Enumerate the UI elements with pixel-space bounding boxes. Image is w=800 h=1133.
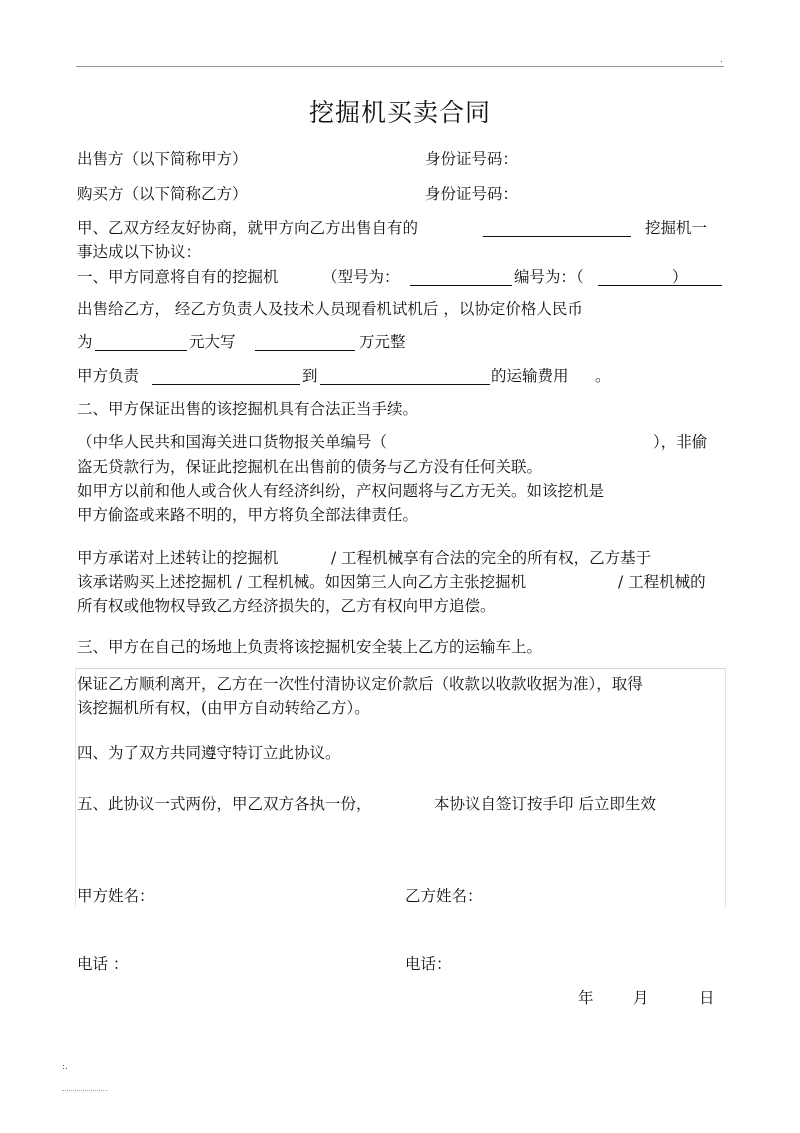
clause4: 四、为了双方共同遵守特订立此协议。 xyxy=(77,744,341,762)
clause3-heading: 三、甲方在自己的场地上负责将该挖掘机安全装上乙方的运输车上。 xyxy=(77,638,543,656)
footer-dotted-line xyxy=(62,1090,108,1091)
transport-to-label: 到 xyxy=(302,367,318,385)
model-blank[interactable] xyxy=(410,270,512,286)
clause1-serial-label: 编号为：（ xyxy=(514,268,584,286)
commitment-line1-a: 甲方承诺对上述转让的挖掘机 xyxy=(77,549,279,567)
commitment-line3: 所有权或他物权导致乙方经济损失的，乙方有权向甲方追偿。 xyxy=(77,597,496,615)
clause2-heading: 二、甲方保证出售的该挖掘机具有合法正当手续。 xyxy=(77,400,419,418)
date-month: 月 xyxy=(633,989,649,1007)
seller-label: 出售方（以下简称甲方） xyxy=(77,150,248,168)
buyer-label: 购买方（以下简称乙方） xyxy=(77,185,248,203)
party-b-name-label: 乙方姓名： xyxy=(405,887,483,905)
price-words-label: 元大写 xyxy=(189,333,236,351)
party-a-name-label: 甲方姓名： xyxy=(77,887,155,905)
party-a-phone-label: 电话 ： xyxy=(77,955,129,973)
transport-label: 甲方负责 xyxy=(77,367,140,385)
clause1-model-label: （型号为： xyxy=(322,268,400,286)
clause3-line2: 保证乙方顺利离开，乙方在一次性付清协议定价款后（收款以收款收据为准），取得 xyxy=(77,675,643,693)
clause2-line4: 如甲方以前和他人或合伙人有经济纠纷，产权问题将与乙方无关。如该挖机是 xyxy=(77,482,605,500)
commitment-line2-b: / 工程机械的 xyxy=(618,573,706,591)
clause1-line2: 出售给乙方， 经乙方负责人及技术人员现看机试机后 ，以协定价格人民币 xyxy=(77,300,583,318)
price-words-blank[interactable] xyxy=(255,335,355,351)
seller-id-label: 身份证号码： xyxy=(425,150,519,168)
price-label: 为 xyxy=(77,333,93,351)
customs-end: ），非偷 xyxy=(653,433,708,451)
transport-cost-label: 的运输费用 xyxy=(491,367,569,385)
clause2-line5: 甲方偷盗或来路不明的，甲方将负全部法律责任。 xyxy=(77,506,419,524)
clause1-close-paren: ） xyxy=(672,268,688,286)
clause2-line3: 盗无贷款行为，保证此挖掘机在出售前的债务与乙方没有任何关联。 xyxy=(77,458,543,476)
transport-to-blank[interactable] xyxy=(320,369,490,385)
commitment-line2-a: 该承诺购买上述挖掘机 / 工程机械。如因第三人向乙方主张挖掘机 xyxy=(77,573,527,591)
machine-blank[interactable] xyxy=(483,221,631,237)
intro-line2: 事达成以下协议： xyxy=(77,243,202,261)
serial-blank[interactable] xyxy=(598,270,722,286)
clause3-line3: 该挖掘机所有权，(由甲方自动转给乙方）。 xyxy=(77,699,370,717)
clause1-heading: 一、甲方同意将自有的挖掘机 xyxy=(77,268,279,286)
page-mark-top: . xyxy=(720,55,723,65)
party-b-phone-label: 电话： xyxy=(405,955,452,973)
price-unit: 万元整 xyxy=(359,333,406,351)
transport-from-blank[interactable] xyxy=(152,369,300,385)
page-mark-bottom: :. xyxy=(62,1062,68,1072)
clause5-a: 五、此协议一式两份，甲乙双方各执一份， xyxy=(77,795,372,813)
buyer-id-label: 身份证号码： xyxy=(425,185,519,203)
price-amount-blank[interactable] xyxy=(95,335,187,351)
transport-period: 。 xyxy=(595,367,611,385)
contract-title: 挖掘机买卖合同 xyxy=(308,98,491,127)
header-rule xyxy=(76,66,724,67)
date-year: 年 xyxy=(578,989,594,1007)
clause5-b: 本协议自签订按手印 后立即生效 xyxy=(434,795,656,813)
intro-line1-end: 挖掘机一 xyxy=(645,219,708,237)
commitment-line1-b: / 工程机械享有合法的完全的所有权，乙方基于 xyxy=(331,549,652,567)
customs-label: （中华人民共和国海关进口货物报关单编号（ xyxy=(77,433,388,451)
date-day: 日 xyxy=(699,989,715,1007)
intro-line1: 甲、乙双方经友好协商，就甲方向乙方出售自有的 xyxy=(77,219,419,237)
